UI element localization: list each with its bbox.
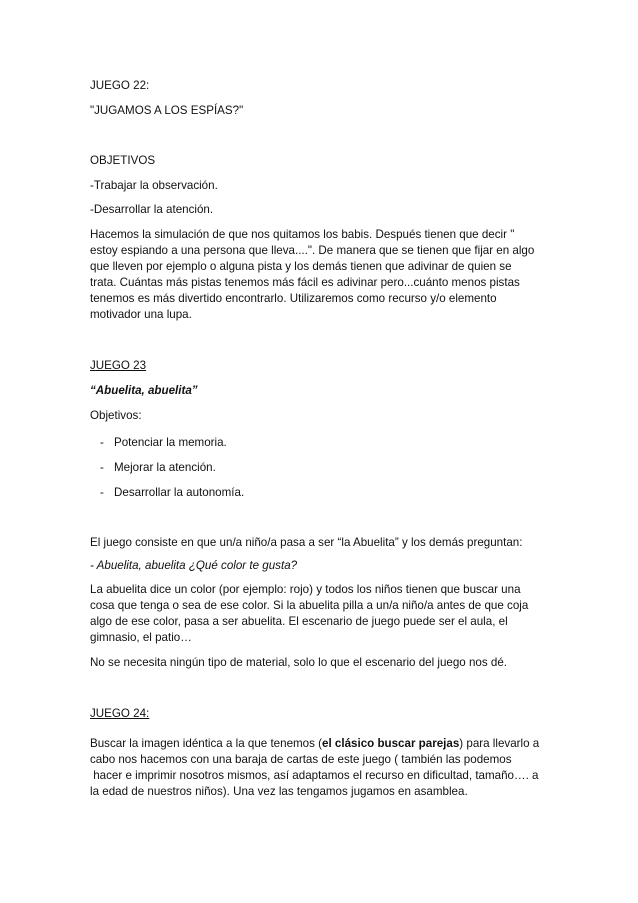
- juego23-paragraph-line: algo de ese color, pasa a ser abuelita. El escenario de juego puede ser el aula, el: [90, 615, 508, 628]
- juego23-paragraph-line: gimnasio, el patio…: [90, 631, 192, 644]
- juego24-line1: [90, 736, 539, 752]
- juego23-question: - Abuelita, abuelita ¿Qué color te gusta?: [90, 559, 298, 572]
- juego24-paragraph-line: cabo nos hacemos con una baraja de cartas de este juego ( también las podemos: [90, 753, 512, 766]
- juego22-paragraph-line: que lleven por ejemplo o alguna pista y los demás tienen que adivinar de quien se: [90, 260, 512, 273]
- juego23-objetivo-3-text: Desarrollar la autonomía.: [114, 486, 245, 499]
- juego22-paragraph-line: Hacemos la simulación de que nos quitamos los babis. Después tienen que decir ": [90, 228, 515, 241]
- juego22-paragraph-line: motivador una lupa.: [90, 308, 192, 321]
- juego23-objetivo-3: - Desarrollar la autonomía.: [100, 486, 245, 499]
- juego24-line1-pre: Buscar la imagen idéntica a la que tenemos (: [90, 737, 323, 750]
- juego24-paragraph-line: hacer e imprimir nosotros mismos, así adaptamos el recurso en dificultad, tamaño…. a: [90, 769, 539, 782]
- juego23-material: No se necesita ningún tipo de material, solo lo que el escenario del juego nos dé.: [90, 656, 508, 669]
- juego24-line1-post: ) para llevarlo a: [459, 737, 540, 750]
- juego23-objetivo-2: - Mejorar la atención.: [100, 461, 216, 474]
- juego23-intro: El juego consiste en que un/a niño/a pasa a ser “la Abuelita” y los demás preguntan:: [90, 536, 523, 549]
- juego23-objetivo-2-text: Mejorar la atención.: [114, 461, 216, 474]
- juego23-objetivos-heading: Objetivos:: [90, 409, 142, 422]
- juego24-heading: JUEGO 24:: [90, 707, 150, 720]
- juego22-paragraph-line: estoy espiando a una persona que lleva....". De manera que se tienen que fijar en algo: [90, 244, 535, 257]
- juego22-objetivo-1: -Trabajar la observación.: [90, 179, 218, 192]
- juego24-line1-bold: el clásico buscar parejas: [322, 737, 460, 750]
- juego23-title: “Abuelita, abuelita”: [90, 384, 198, 397]
- juego22-paragraph-line: tenemos es más divertido encontrarlo. Utilizaremos como recurso y/o elemento: [90, 292, 497, 305]
- juego22-objetivos-heading: OBJETIVOS: [90, 154, 156, 167]
- juego22-heading: JUEGO 22:: [90, 79, 150, 92]
- juego23-heading: JUEGO 23: [90, 359, 147, 372]
- juego22-title: "JUGAMOS A LOS ESPÍAS?": [90, 104, 244, 117]
- juego22-objetivo-2: -Desarrollar la atención.: [90, 203, 214, 216]
- juego23-paragraph-line: La abuelita dice un color (por ejemplo: rojo) y todos los niños tienen que buscar una: [90, 583, 521, 596]
- juego23-paragraph-line: cosa que tenga o sea de ese color. Si la abuelita pilla a un/a niño/a antes de que coja: [90, 599, 529, 612]
- juego23-objetivo-1-text: Potenciar la memoria.: [114, 436, 227, 449]
- juego24-paragraph-line: la edad de nuestros niños). Una vez las tengamos jugamos en asamblea.: [90, 785, 468, 798]
- juego23-objetivo-1: - Potenciar la memoria.: [100, 436, 227, 449]
- juego22-paragraph-line: trata. Cuántas más pistas tenemos más fácil es adivinar pero...cuánto menos pistas: [90, 276, 520, 289]
